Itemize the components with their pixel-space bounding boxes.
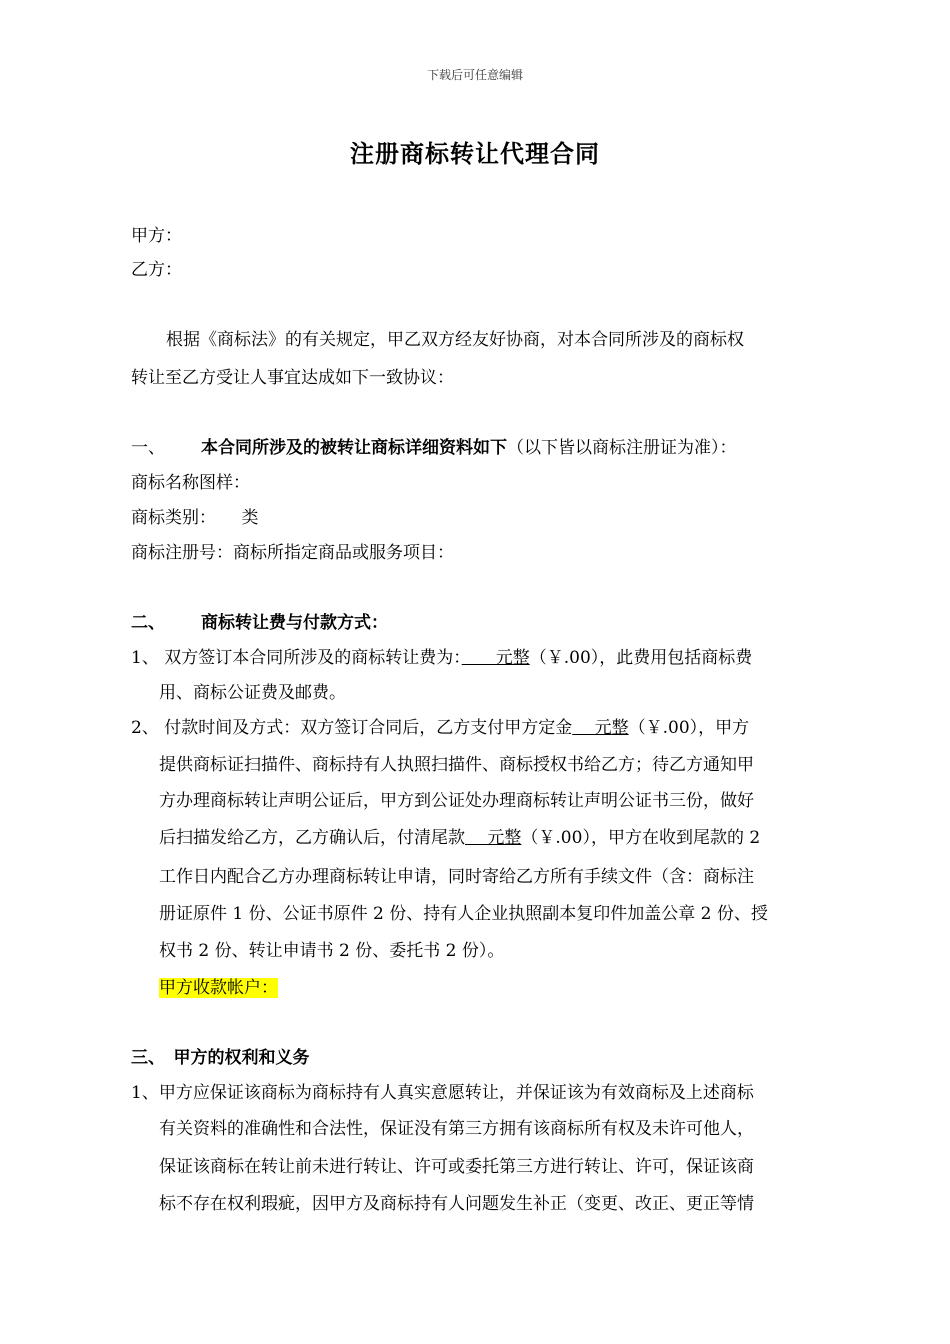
s2-item2-line4-suffix: （￥.00），甲方在收到尾款的 2 [521, 828, 761, 848]
account-line [159, 976, 859, 1000]
s2-item2-suffix: （￥.00），甲方 [628, 718, 750, 738]
party-a-line: 甲方： [131, 226, 182, 246]
s2-item1-line1 [131, 646, 831, 670]
s2-item2-line1 [131, 716, 831, 740]
s3-line-3: 保证该商标在转让前未进行转让、许可或委托第三方进行转让、许可，保证该商 [159, 1157, 754, 1177]
section-1-note: （以下皆以商标注册证为准）： [507, 438, 737, 458]
section-2-title: 商标转让费与付款方式： [201, 613, 388, 633]
trademark-class-line: 商标类别： 类 [131, 508, 259, 528]
intro-line-1: 根据《商标法》的有关规定，甲乙双方经友好协商，对本合同所涉及的商标权 [166, 330, 744, 350]
s2-item2-amount: 元整 [572, 718, 629, 738]
s2-item1-prefix: 1、 双方签订本合同所涉及的商标转让费为： [131, 648, 462, 668]
s3-line-1: 1、甲方应保证该商标为商标持有人真实意愿转让，并保证该为有效商标及上述商标 [131, 1083, 754, 1103]
s2-item2-line3: 方办理商标转让声明公证后，甲方到公证处办理商标转让声明公证书三份，做好 [159, 791, 754, 811]
s2-item2-line4-amount: 元整 [465, 828, 522, 848]
s2-item2-line7: 权书 2 份、转让申请书 2 份、委托书 2 份）。 [159, 941, 505, 961]
s3-line-4: 标不存在权利瑕疵，因甲方及商标持有人问题发生补正（变更、改正、更正等情 [159, 1194, 754, 1214]
s2-item1-amount: 元整 [461, 648, 530, 668]
s2-item2-line4 [159, 826, 859, 850]
s2-item2-line4-prefix: 后扫描发给乙方，乙方确认后，付清尾款 [159, 828, 465, 848]
s2-item2-line2: 提供商标证扫描件、商标持有人执照扫描件、商标授权书给乙方；待乙方通知甲 [159, 755, 754, 775]
s2-item2-prefix: 2、 付款时间及方式：双方签订合同后，乙方支付甲方定金 [131, 718, 573, 738]
s3-line-2: 有关资料的准确性和合法性，保证没有第三方拥有该商标所有权及未许可他人， [159, 1119, 754, 1139]
s2-item2-line6: 册证原件 1 份、公证书原件 2 份、持有人企业执照副本复印件加盖公章 2 份、授 [159, 904, 768, 924]
section-3-title: 甲方的权利和义务 [173, 1048, 310, 1068]
section-3-number: 三、 [131, 1048, 157, 1068]
section-2-number: 二、 [131, 613, 165, 633]
s2-item1-line2: 用、商标公证费及邮费。 [159, 683, 346, 703]
account-label: 甲方收款帐户： [159, 978, 278, 998]
section-1-heading [131, 436, 831, 460]
section-3-heading [131, 1046, 831, 1070]
s2-item1-suffix: （￥.00），此费用包括商标费 [529, 648, 753, 668]
party-b-line: 乙方： [131, 260, 182, 280]
trademark-number-line: 商标注册号：商标所指定商品或服务项目： [131, 543, 454, 563]
page-header: 下载后可任意编辑 [426, 68, 523, 82]
trademark-name-line: 商标名称图样： [131, 473, 250, 493]
s2-item2-line5: 工作日内配合乙方办理商标转让申请，同时寄给乙方所有手续文件（含：商标注 [159, 867, 754, 887]
intro-line-2: 转让至乙方受让人事宜达成如下一致协议： [131, 368, 454, 388]
contract-title: 注册商标转让代理合同 [350, 139, 600, 168]
section-1-number: 一、 [131, 438, 165, 458]
section-2-heading [131, 611, 831, 635]
section-1-title: 本合同所涉及的被转让商标详细资料如下 [201, 438, 507, 458]
